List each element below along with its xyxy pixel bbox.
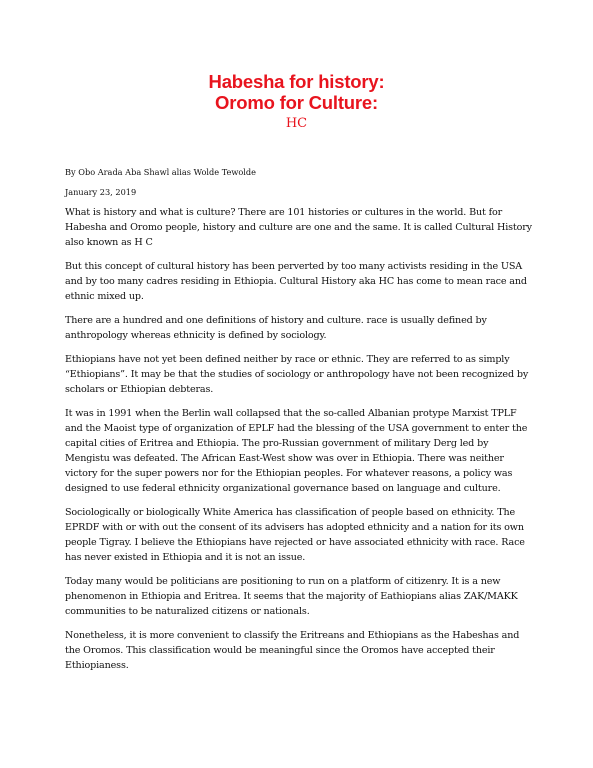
title-line-2: Oromo for Culture: [215, 92, 378, 113]
article-body [65, 166, 535, 682]
paragraph-3: There are a hundred and one definitions of history and culture. race is usually defined by anthropology whereas ethnicity is defined by sociology. [65, 315, 487, 341]
byline: By Obo Arada Aba Shawl alias Wolde Tewolde [65, 167, 257, 177]
paragraph-1: What is history and what is culture? There are 101 histories or cultures in the world. But for Habesha and Oromo people, history and culture are one and the same. It is called Cultural History also known as H C [65, 207, 532, 248]
publication-date: January 23, 2019 [65, 187, 137, 197]
paragraph-5: It was in 1991 when the Berlin wall collapsed that the so-called Albanian protype Marxist TPLF and the Maoist type of organization of EPLF had the blessing of the USA government to enter the capital cities of Eritrea and Ethiopia. The pro-Russian government of military Derg led by Mengistu was defeated. The African East-West show was over in Ethiopia. There was neither victory for the super powers nor for the Ethiopian peoples. For whatever reasons, a policy was designed to use federal ethnicity organizational governance based on language and culture. [65, 408, 528, 494]
paragraph-2: But this concept of cultural history has been perverted by too many activists residing in the USA and by too many cadres residing in Ethiopia. Cultural History aka HC has come to mean race and ethnic mixed up. [65, 261, 527, 302]
paragraph-7: Today many would be politicians are positioning to run on a platform of citizenry. It is a new phenomenon in Ethiopia and Eritrea. It seems that the majority of Eathiopians alias ZAK/MAKK communities to be naturalized citizens or nationals. [65, 576, 518, 617]
paragraph-8: Nonetheless, it is more convenient to classify the Eritreans and Ethiopians as the Habeshas and the Oromos. This classification would be meaningful since the Oromos have accepted their Ethiopianess. [65, 630, 520, 671]
title-line-1: Habesha for history: [208, 71, 385, 92]
title-abbreviation: HC [285, 116, 308, 131]
paragraph-4: Ethiopians have not yet been defined neither by race or ethnic. They are referred to as simply “Ethiopians”. It may be that the studies of sociology or anthropology have not been recognized by scholars or Ethiopian debteras. [65, 354, 529, 395]
paragraph-6: Sociologically or biologically White America has classification of people based on ethnicity. The EPRDF with or with out the consent of its advisers has adopted ethnicity and a nation for its own people Tigray. I believe the Ethiopians have rejected or have associated ethnicity with race. Race has never existed in Ethiopia and it is not an issue. [65, 507, 525, 563]
title-block [0, 71, 593, 133]
